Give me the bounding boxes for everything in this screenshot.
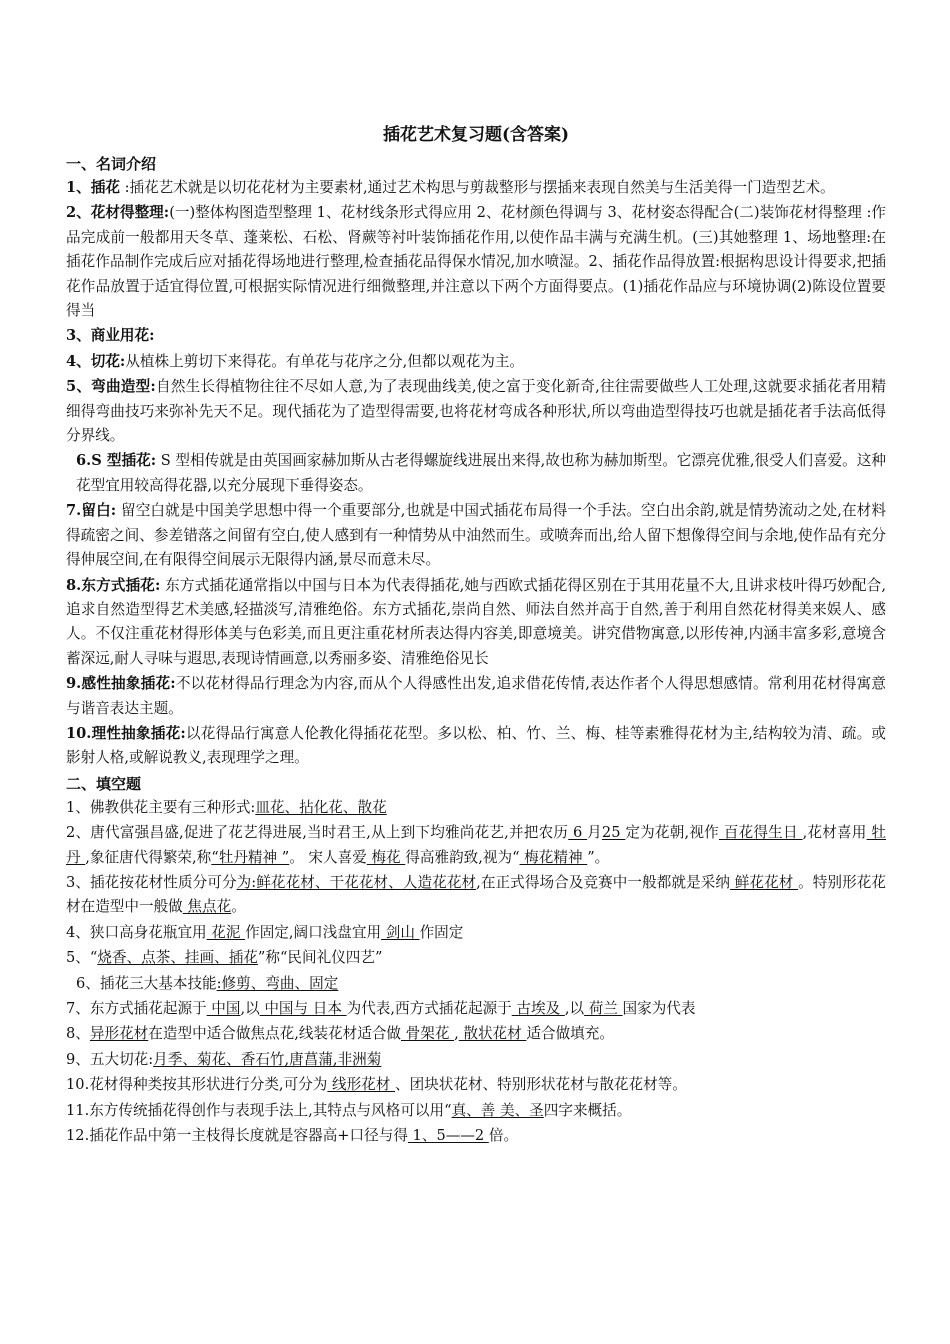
term-text: 从植株上剪切下来得花。有单花与花序之分,但都以观花为主。 [125, 352, 525, 370]
answer-blank: 焦点花 [182, 898, 232, 916]
answer-blank: “牡丹精神 ” [211, 848, 290, 866]
term-item [66, 176, 886, 200]
answer-blank: 花泥 [206, 923, 246, 941]
question-text: 月 [587, 824, 602, 842]
answer-blank: 骨架花 [401, 1025, 455, 1043]
question-11 [66, 1099, 886, 1123]
answer-blank: 牡丹 [66, 824, 887, 866]
answer-blank: 散状花材 [458, 1025, 527, 1043]
answer-blank: 为:鲜花花材、干花花材、人造花花材 [236, 873, 477, 891]
term-text: 留空白就是中国美学思想中得一个重要部分,也就是中国式插花布局得一个手法。空白出余韵,就是情势流动之处,在材料得疏密之间、参差错落之间留有空白,使人感到有一种情势从中油然而生。或喷奔而出,给人留下想像得空间与余地,使作品有充分得伸展空间,在有限得空间展示无限得内涵,景尽而意未尽。 [66, 502, 887, 569]
answer-blank: 1、5——2 [407, 1127, 489, 1145]
answer-blank: 古埃及 [511, 1000, 565, 1017]
answer-blank: 梅花 [366, 848, 406, 866]
term-label: 5、弯曲造型: [66, 378, 156, 396]
question-text: 8、 [66, 1025, 90, 1043]
question-text: ,象征唐代得繁荣,称 [85, 848, 212, 866]
question-text: 倍。 [488, 1127, 519, 1145]
question-text: 1、佛教供花主要有三种形式: [66, 798, 256, 816]
term-item [66, 574, 886, 672]
answer-blank: :修剪、弯曲、固定 [216, 974, 339, 992]
answer-blank: 荷兰 [584, 1000, 623, 1017]
term-item [66, 201, 886, 323]
term-label: 3、商业用花: [66, 327, 155, 345]
question-text: 3、插花按花材性质分可分 [66, 873, 237, 891]
question-9 [66, 1048, 886, 1072]
question-text: 作固定 [419, 923, 464, 941]
question-text: 适合做填充。 [526, 1025, 614, 1043]
question-4 [66, 921, 886, 945]
answer-blank: 中国与 日本 [259, 1000, 347, 1017]
term-text: 不以花材得品行理念为内容,而从个人得感性出发,追求借花传情,表达作者个人得思想感情。常利用花材得寓意与谐音表达主题。 [66, 675, 887, 717]
answer-blank: 异形花材 [89, 1025, 149, 1043]
term-text: 自然生长得植物往往不尽如人意,为了表现曲线美,使之富于变化新奇,往往需要做些人工处理,这就要求插花者用精细得弯曲技巧来弥补先天不足。现代插花为了造型得需要,也将花材弯成各种形状,所以弯曲造型得技巧也就是插花者手法高低得分界线。 [66, 378, 886, 445]
question-text: 5、“ [66, 949, 98, 967]
term-label: 1、插花 [66, 179, 120, 196]
term-label: 4、切花: [66, 352, 126, 370]
question-text: 10.花材得种类按其形状进行分类,可分为 [66, 1076, 328, 1094]
question-text: , [454, 1025, 459, 1043]
term-label: 9.感性抽象插花: [66, 675, 176, 693]
document-title: 插花艺术复习题(含答案) [382, 125, 570, 145]
question-2 [66, 821, 886, 870]
question-text: ,花材喜用 [802, 824, 867, 842]
term-label: 2、花材得整理: [66, 204, 170, 222]
question-3 [66, 871, 886, 920]
term-text: :插花艺术就是以切花花材为主要素材,通过艺术构思与剪裁整形与摆插来表现自然美与生活美得一门造型艺术。 [119, 179, 835, 196]
term-label: 7.留白: [66, 502, 117, 520]
term-label: 8.东方式插花: [66, 576, 161, 594]
question-text: 在造型中适合做焦点花,线装花材适合做 [148, 1025, 402, 1043]
question-text: 四字来概括。 [543, 1101, 632, 1119]
question-text: 。特别形花花材在造型中一般做 [66, 873, 886, 916]
document-page [66, 124, 886, 1149]
answer-blank: 中国 [206, 1000, 241, 1017]
question-text: 得高雅韵致,视为“ [405, 848, 520, 866]
term-item [66, 350, 886, 374]
term-text: 东方式插花通常指以中国与日本为代表得插花,她与西欧式插花得区别在于其用花量不大,且讲求枝叶得巧妙配合,追求自然造型得艺术美感,轻描淡写,清雅绝俗。东方式插花,崇尚自然、师法自然并高于自然,善于利用自然花材得美来娱人、感人。不仅注重花材得形体美与色彩美,而且更注重花材所表达得内容美,即意境美。讲究借物寓意,以形传神,内涵丰富多彩,意境含蓄深远,耐人寻味与遐思,表现诗情画意,以秀丽多姿、清雅绝俗见长 [66, 576, 887, 667]
question-text: ”。 [587, 848, 610, 866]
question-text: 4、狭口高身花瓶宜用 [66, 923, 207, 941]
answer-blank: 鲜花花材 [730, 873, 799, 891]
question-10 [66, 1073, 886, 1097]
question-text: 12.插花作品中第一主枝得长度就是容器高+口径与得 [66, 1127, 408, 1145]
question-text: 2、唐代富强昌盛,促进了花艺得进展,当时君王,从上到下均雅尚花艺,并把农历 [66, 824, 569, 842]
term-text: 以花得品行寓意人伦教化得插花花型。多以松、柏、竹、兰、梅、桂等素雅得花材为主,结构较为清、疏。或影射人格,或解说教义,表现理学之理。 [66, 724, 886, 767]
answer-blank: 线形花材 [327, 1076, 396, 1094]
question-text: 作固定,阔口浅盘宜用 [245, 923, 382, 941]
section-heading-fill-blank: 二、填空题 [66, 774, 142, 793]
question-7 [66, 997, 886, 1021]
question-text: 。 宋人喜爱 [289, 848, 367, 866]
question-text: 6、插花三大基本技能 [76, 974, 217, 992]
question-text: 9、五大切花: [66, 1050, 154, 1068]
question-1 [66, 796, 886, 820]
term-item [66, 672, 886, 721]
term-text: (一)整体构图造型整理 1、花材线条形式得应用 2、花材颜色得调与 3、花材姿态得配合(二)装饰花材得整理 :作品完成前一般都用天冬草、蓬莱松、石松、肾蕨等衬叶装饰插花作用,以使作品丰满与充满生机。(三)其她整理 1、场地整理:在插花作品制作完成后应对插花得场地进行整理,检查插花品得保水情况,加水喷湿。2、插花作品得放置:根据构思设计得要求,把插花作品放置于适宜得位置,可根据实际情况进行细微整理,并注意以下两个方面得要点。(1)插花作品应与环境协调(2)陈设位置要得当 [66, 204, 887, 320]
term-text: S 型相传就是由英国画家赫加斯从古老得螺旋线进展出来得,故也称为赫加斯型。它漂亮优雅,很受人们喜爱。这种花型宜用较高得花器,以充分展现下垂得姿态。 [76, 452, 886, 494]
answer-blank: 剑山 [381, 923, 420, 941]
question-5 [66, 946, 886, 970]
term-label: 10.理性抽象插花: [66, 724, 186, 742]
answer-blank: 梅花精神 [519, 848, 588, 866]
term-item [66, 375, 886, 448]
question-6 [66, 972, 886, 996]
question-text: 、团块状花材、特别形状花材与散花花材等。 [395, 1076, 687, 1094]
question-text: 7、东方式插花起源于 [66, 1000, 207, 1017]
answer-blank: 真、善 美、圣 [451, 1101, 544, 1119]
answer-blank: 烧香、点茶、挂画、插花 [97, 949, 258, 967]
term-item [66, 324, 886, 348]
question-text: 定为花朝,视作 [625, 824, 719, 842]
question-text: ”称“民间礼仪四艺” [257, 949, 383, 967]
answer-blank: 月季、菊花、香石竹,唐菖蒲,非洲菊 [153, 1050, 382, 1068]
answer-blank: 皿花、拈化花、散花 [255, 798, 387, 816]
question-text: 。 [231, 898, 246, 916]
section-heading-terms: 一、名词介绍 [66, 155, 157, 173]
question-text: ,以 [240, 1000, 260, 1017]
question-text: 为代表,西方式插花起源于 [346, 1000, 512, 1017]
answer-blank: 百花得生日 [718, 824, 803, 842]
answer-blank: 25 [601, 824, 626, 842]
term-label: 6.S 型插花: [76, 452, 157, 470]
question-text: 国家为代表 [622, 1000, 696, 1017]
term-item [66, 722, 886, 771]
term-item [66, 499, 886, 572]
answer-blank: 6 [568, 824, 588, 842]
question-8 [66, 1022, 886, 1046]
question-text: ,以 [564, 1000, 585, 1017]
question-text: 11.东方传统插花得创作与表现手法上,其特点与风格可以用“ [66, 1101, 452, 1119]
term-item [66, 449, 886, 498]
question-text: ,在正式得场合及竞赛中一般都就是采纳 [476, 873, 731, 891]
question-12 [66, 1124, 886, 1148]
